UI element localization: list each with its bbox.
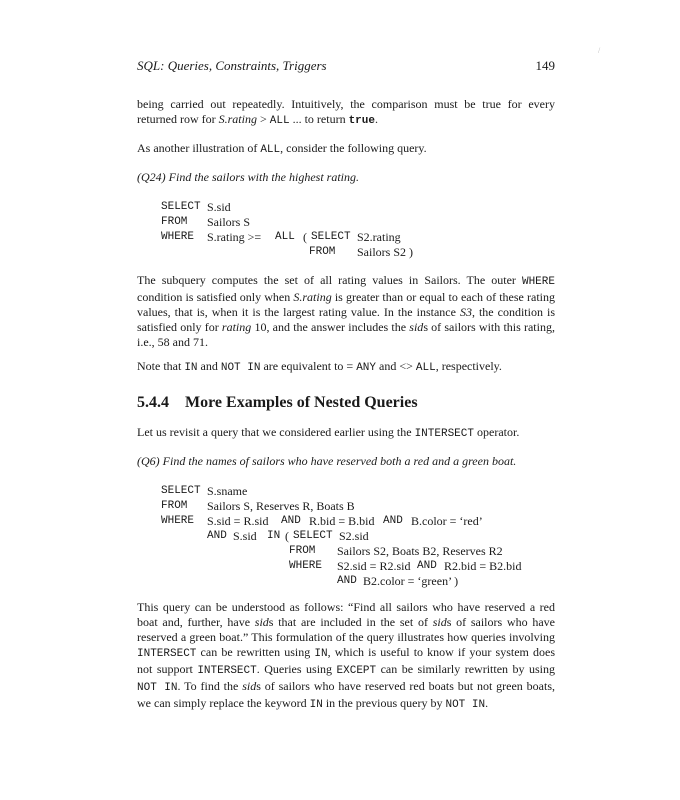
- sql-text: S.sid: [207, 200, 231, 214]
- sql-keyword: FROM: [161, 500, 188, 512]
- sql-keyword: SELECT: [293, 530, 333, 542]
- sql-text: S2.sid: [339, 529, 369, 543]
- paragraph-in-equivalence: Note that IN and NOT IN are equivalent to = ANY and <> ALL, respectively.: [137, 359, 502, 374]
- sql-keyword: SELECT: [311, 231, 351, 243]
- sql-keyword: FROM: [161, 216, 188, 228]
- sql-text: S.sid = R.sid: [207, 514, 269, 528]
- sql-text: R2.bid = B2.bid: [444, 559, 522, 573]
- sql-text: S.rating >=: [207, 230, 262, 244]
- section-number: 5.4.4: [137, 394, 169, 411]
- sql-keyword: IN: [267, 530, 281, 542]
- section-title: More Examples of Nested Queries: [185, 394, 418, 411]
- sql-text: B2.color = ‘green’ ): [363, 574, 459, 588]
- query-q24-label: (Q24) Find the sailors with the highest rating.: [137, 170, 359, 184]
- sql-keyword: AND: [383, 515, 403, 527]
- sql-paren: (: [303, 230, 307, 244]
- paragraph-intersect-intro: Let us revisit a query that we considered earlier using the INTERSECT operator.: [137, 425, 520, 440]
- sql-keyword: AND: [207, 530, 227, 542]
- sql-keyword: AND: [417, 560, 437, 572]
- sql-keyword: AND: [337, 575, 357, 587]
- sql-keyword: AND: [281, 515, 301, 527]
- sql-text: Sailors S, Reserves R, Boats B: [207, 499, 355, 513]
- sql-keyword: WHERE: [161, 231, 195, 243]
- sql-keyword: SELECT: [161, 201, 201, 213]
- sql-keyword: WHERE: [161, 515, 195, 527]
- sql-keyword: ALL: [275, 231, 295, 243]
- paragraph-all-intro: As another illustration of ALL, consider the following query.: [137, 141, 427, 156]
- running-header: [137, 58, 555, 74]
- sql-keyword: FROM: [289, 545, 316, 557]
- paragraph-q6-explanation: This query can be understood as follows: “Find all sailors who have reserved a red boat and, further, have sids that are included in the set of sids of sailors who have reserved a green boat.” This formulation of the query illustrates how queries involving INTERSECT can be rewritten using IN, which is useful to know if your system does not support INTERSECT. Queries using EXCEPT can be similarly rewritten by using NOT IN. To find the sids of sailors who have reserved red boats but not green boats, we can simply replace the keyword IN in the previous query by NOT IN.: [137, 600, 556, 711]
- sql-text: S.sid: [233, 529, 257, 543]
- sql-text: S.sname: [207, 484, 248, 498]
- sql-keyword: WHERE: [289, 560, 323, 572]
- paragraph-subquery-explanation: The subquery computes the set of all rating values in Sailors. The outer WHERE condition is satisfied only when S.rating is greater than or equal to each of these rating values, that is, when it is the largest rating value. In the instance S3, the condition is satisfied only for rating 10, and the answer includes the sids of sailors with this rating, i.e., 58 and 71.: [137, 273, 556, 349]
- sql-text: Sailors S2, Boats B2, Reserves R2: [337, 544, 503, 558]
- sql-text: B.color = ‘red’: [411, 514, 483, 528]
- section-heading: [137, 394, 418, 412]
- sql-text: S2.sid = R2.sid: [337, 559, 411, 573]
- sql-text: R.bid = B.bid: [309, 514, 375, 528]
- sql-keyword: FROM: [309, 246, 336, 258]
- sql-keyword: SELECT: [161, 485, 201, 497]
- sql-text: S2.rating: [357, 230, 401, 244]
- paragraph-continuation: being carried out repeatedly. Intuitively, the comparison must be true for every returned row for S.rating > ALL ... to return true.: [137, 97, 555, 127]
- sql-text: Sailors S: [207, 215, 251, 229]
- running-title: SQL: Queries, Constraints, Triggers: [137, 58, 327, 73]
- sql-text: Sailors S2 ): [357, 245, 414, 259]
- sql-paren: (: [285, 529, 289, 543]
- page-number: 149: [535, 58, 555, 73]
- margin-mark: /: [598, 46, 601, 55]
- query-q6-label: (Q6) Find the names of sailors who have reserved both a red and a green boat.: [137, 454, 517, 468]
